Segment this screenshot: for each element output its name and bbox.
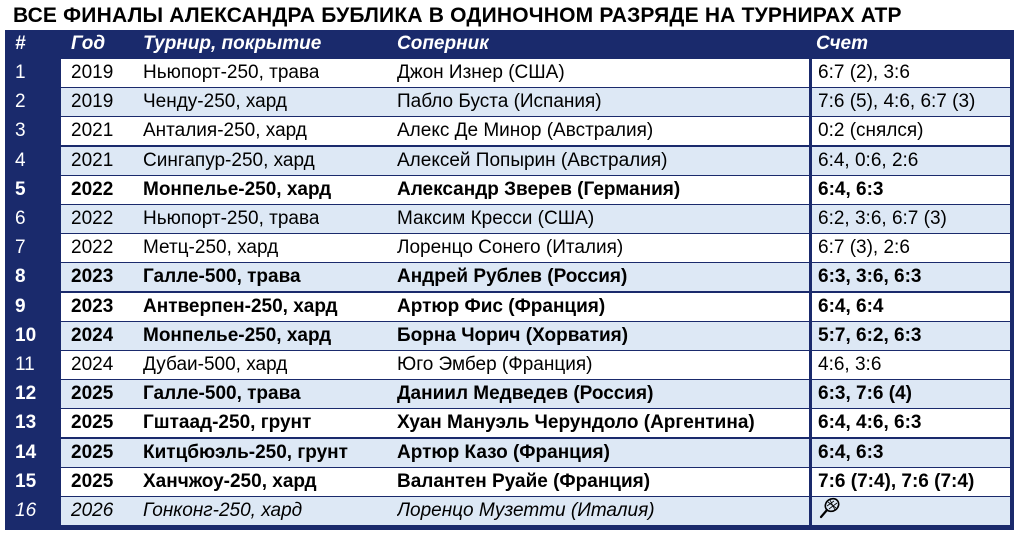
row-opponent: Лоренцо Музетти (Италия)	[397, 500, 655, 521]
row-tournament: Анталия-250, хард	[143, 120, 307, 142]
table-row	[5, 88, 1014, 117]
row-score: 6:4, 4:6, 6:3	[812, 409, 1010, 437]
table-row	[5, 497, 1014, 526]
row-score: 5:7, 6:2, 6:3	[812, 322, 1010, 350]
row-tournament: Ньюпорт-250, трава	[143, 208, 320, 229]
table-row	[5, 380, 1014, 409]
row-year: 2021	[71, 149, 114, 171]
table-row	[5, 234, 1014, 263]
table-row	[5, 176, 1014, 205]
row-tournament: Метц-250, хард	[143, 237, 279, 259]
row-opponent: Пабло Буста (Испания)	[397, 91, 602, 113]
row-num: 5	[15, 178, 26, 200]
table-row	[5, 351, 1014, 380]
row-year: 2025	[71, 412, 114, 434]
header-num: #	[15, 33, 26, 54]
row-num: 2	[15, 91, 26, 113]
row-opponent: Максим Кресси (США)	[397, 208, 595, 229]
row-num: 6	[15, 208, 26, 229]
table-row	[5, 409, 1014, 438]
header-score: Счет	[816, 33, 869, 54]
row-year: 2025	[71, 470, 114, 492]
row-score: 6:7 (3), 2:6	[812, 234, 1010, 262]
row-num: 3	[15, 120, 26, 142]
row-score: 6:4, 6:4	[812, 293, 1010, 321]
row-year: 2024	[71, 354, 114, 375]
row-year: 2023	[71, 295, 114, 317]
row-opponent: Борна Чорич (Хорватия)	[397, 324, 629, 346]
row-score: 6:4, 6:3	[812, 439, 1010, 467]
row-tournament: Монпелье-250, хард	[143, 178, 332, 200]
row-tournament: Галле-500, трава	[143, 266, 301, 288]
row-score: 6:4, 0:6, 2:6	[812, 147, 1010, 175]
row-year: 2026	[71, 500, 114, 521]
row-tournament: Дубаи-500, хард	[143, 354, 288, 375]
row-opponent: Даниил Медведев (Россия)	[397, 383, 654, 405]
row-year: 2023	[71, 266, 114, 288]
finals-table	[5, 30, 1014, 530]
row-year: 2019	[71, 91, 114, 113]
tennis-racket-icon	[818, 497, 842, 525]
row-opponent: Юго Эмбер (Франция)	[397, 354, 593, 375]
row-year: 2021	[71, 120, 114, 142]
row-tournament: Монпелье-250, хард	[143, 324, 332, 346]
row-num: 8	[15, 266, 26, 288]
row-score: 6:7 (2), 3:6	[812, 59, 1010, 87]
row-tournament: Ченду-250, хард	[143, 91, 287, 113]
row-score: 6:2, 3:6, 6:7 (3)	[812, 205, 1010, 233]
row-tournament: Ханчжоу-250, хард	[143, 470, 317, 492]
row-score: 4:6, 3:6	[812, 351, 1010, 379]
row-tournament: Гонконг-250, хард	[143, 500, 303, 521]
page-title: ВСЕ ФИНАЛЫ АЛЕКСАНДРА БУБЛИКА В ОДИНОЧНОМ РАЗРЯДЕ НА ТУРНИРАХ ATP	[13, 4, 902, 27]
header-year: Год	[71, 33, 106, 54]
row-score: 7:6 (7:4), 7:6 (7:4)	[812, 468, 1010, 496]
row-num: 4	[15, 149, 26, 171]
row-opponent: Хуан Мануэль Черундоло (Аргентина)	[397, 412, 755, 434]
table-row	[5, 59, 1014, 88]
row-score: 6:4, 6:3	[812, 176, 1010, 204]
row-score: 7:6 (5), 4:6, 6:7 (3)	[812, 88, 1010, 116]
row-year: 2019	[71, 62, 114, 83]
row-opponent: Артюр Казо (Франция)	[397, 441, 610, 463]
table-row	[5, 468, 1014, 497]
header-tournament: Турнир, покрытие	[143, 33, 322, 54]
table-row	[5, 117, 1014, 146]
table-row	[5, 205, 1014, 234]
row-opponent: Лоренцо Сонего (Италия)	[397, 237, 624, 259]
row-num: 1	[15, 62, 26, 83]
row-num: 14	[15, 441, 37, 463]
row-tournament: Галле-500, трава	[143, 383, 301, 405]
table-row	[5, 322, 1014, 351]
row-opponent: Валантен Руайе (Франция)	[397, 470, 651, 492]
row-num: 11	[15, 354, 35, 375]
row-num: 13	[15, 412, 37, 434]
row-score: 6:3, 3:6, 6:3	[812, 263, 1010, 291]
row-tournament: Ньюпорт-250, трава	[143, 62, 320, 83]
row-year: 2022	[71, 178, 114, 200]
row-year: 2024	[71, 324, 114, 346]
row-num: 10	[15, 324, 37, 346]
row-score: 0:2 (снялся)	[812, 117, 1010, 145]
row-opponent: Алекс Де Минор (Австралия)	[397, 120, 654, 142]
table-row	[5, 147, 1014, 176]
table-header	[5, 30, 1014, 59]
row-year: 2025	[71, 383, 114, 405]
row-tournament: Гштаад-250, грунт	[143, 412, 312, 434]
row-tournament: Сингапур-250, хард	[143, 149, 315, 171]
row-opponent: Алексей Попырин (Австралия)	[397, 149, 668, 171]
row-opponent: Артюр Фис (Франция)	[397, 295, 606, 317]
row-year: 2025	[71, 441, 114, 463]
row-opponent: Александр Зверев (Германия)	[397, 178, 681, 200]
row-year: 2022	[71, 237, 114, 259]
table-row	[5, 263, 1014, 292]
row-year: 2022	[71, 208, 114, 229]
table-row	[5, 439, 1014, 468]
row-num: 15	[15, 470, 37, 492]
table-row	[5, 293, 1014, 322]
row-num: 12	[15, 383, 37, 405]
row-tournament: Антверпен-250, хард	[143, 295, 338, 317]
row-num: 16	[15, 500, 37, 521]
row-tournament: Китцбюэль-250, грунт	[143, 441, 348, 463]
row-num: 7	[15, 237, 26, 259]
row-score	[812, 497, 1010, 525]
row-num: 9	[15, 295, 26, 317]
row-score: 6:3, 7:6 (4)	[812, 380, 1010, 408]
header-opponent: Соперник	[397, 33, 489, 54]
row-opponent: Джон Изнер (США)	[397, 62, 565, 83]
row-opponent: Андрей Рублев (Россия)	[397, 266, 628, 288]
